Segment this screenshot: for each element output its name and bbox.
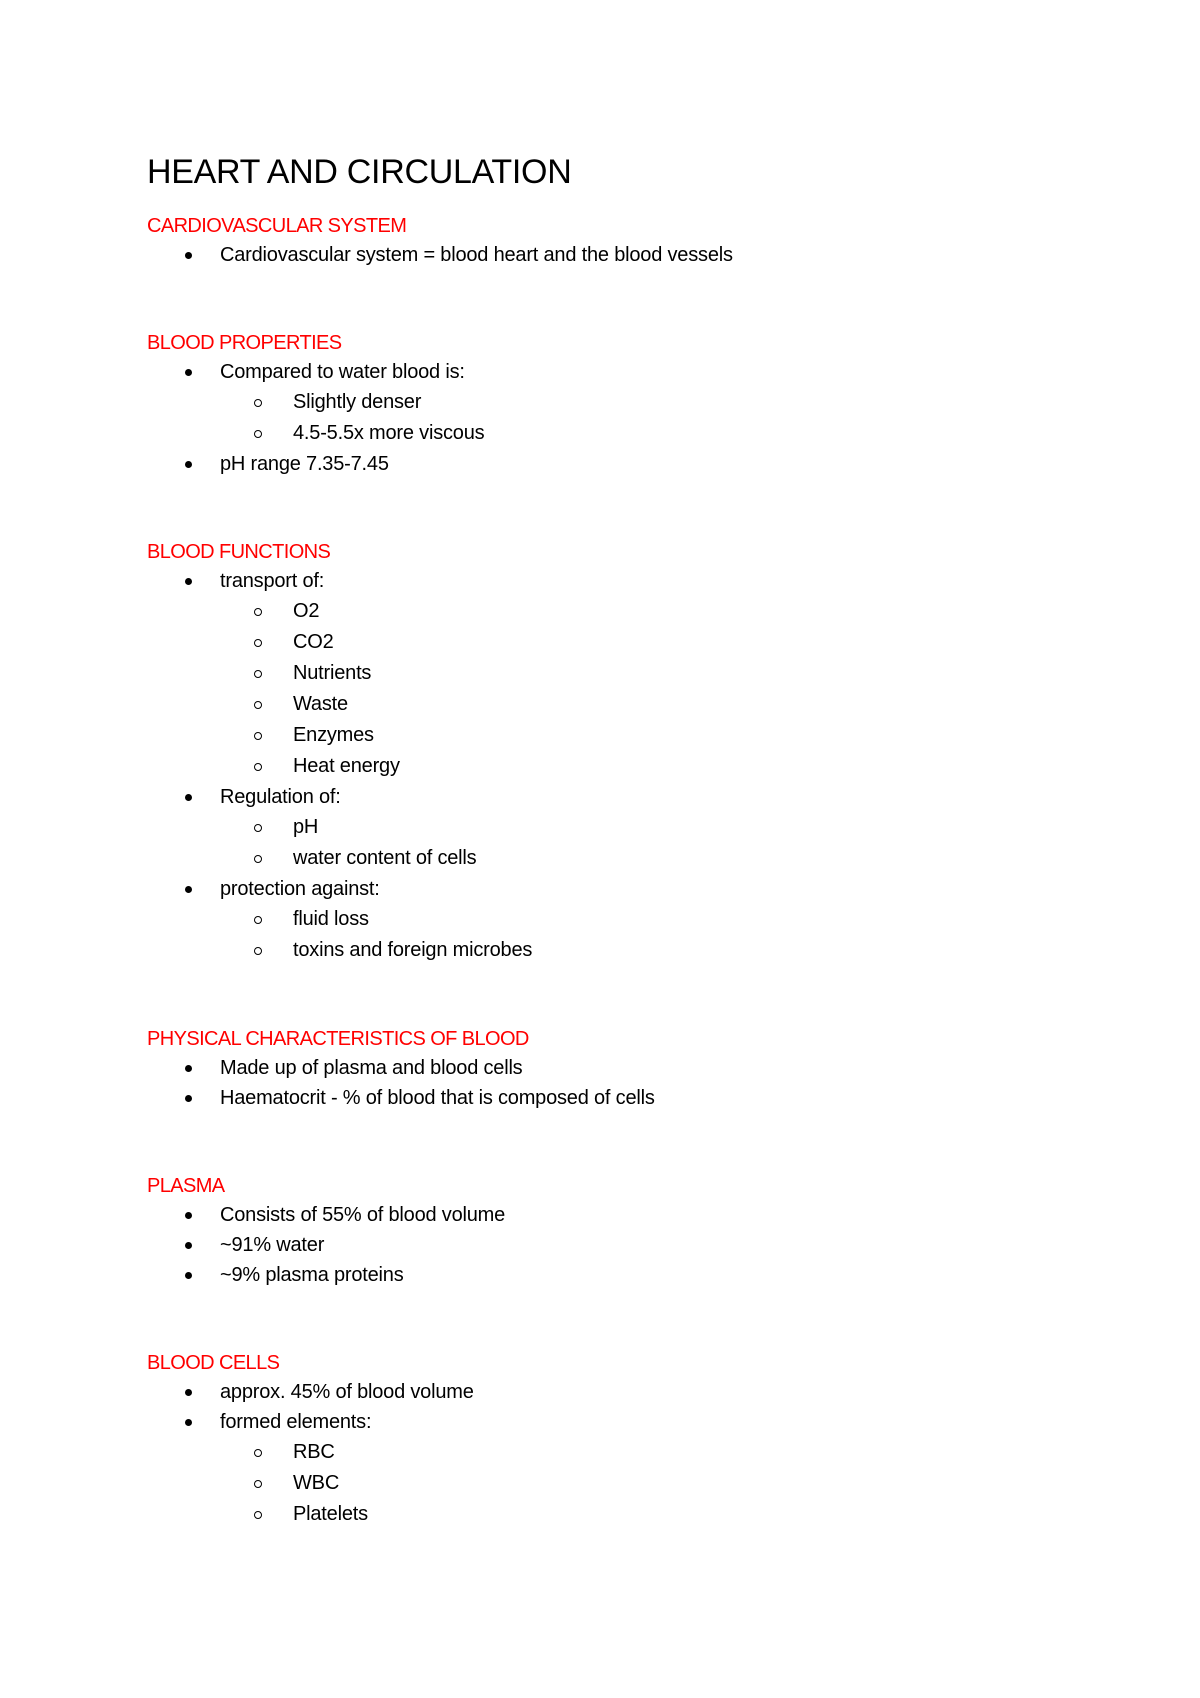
hollow-circle-bullet-icon [254, 947, 262, 955]
section [147, 212, 1107, 270]
sub-list-item [220, 1468, 1107, 1499]
list-item-text: Consists of 55% of blood volume [220, 1204, 506, 1226]
sub-list-item-text: toxins and foreign microbes [293, 939, 533, 961]
document-title: HEART AND CIRCULATION [147, 153, 572, 191]
sub-list [220, 387, 1107, 449]
sub-list-item-text: Platelets [293, 1503, 368, 1525]
sub-list-item [220, 843, 1107, 874]
hollow-circle-bullet-icon [254, 701, 262, 709]
bullet-icon [185, 1242, 192, 1249]
list-item [147, 874, 1107, 966]
list-item [147, 449, 1107, 479]
sub-list-item [220, 904, 1107, 935]
list-item-text: approx. 45% of blood volume [220, 1381, 474, 1403]
bullet-icon [185, 794, 192, 801]
sub-list [220, 1437, 1107, 1530]
bullet-list [147, 566, 1107, 966]
sections-container [147, 212, 1107, 1530]
bullet-icon [185, 886, 192, 893]
list-item [147, 1053, 1107, 1083]
section [147, 1349, 1107, 1530]
sub-list-item [220, 596, 1107, 627]
section-heading: BLOOD PROPERTIES [147, 332, 342, 354]
bullet-icon [185, 1095, 192, 1102]
sub-list-item-text: O2 [293, 600, 320, 622]
bullet-icon [185, 1212, 192, 1219]
sub-list-item [220, 1437, 1107, 1468]
sub-list-item [220, 1499, 1107, 1530]
sub-list-item [220, 689, 1107, 720]
sub-list [220, 904, 1107, 966]
section-heading: CARDIOVASCULAR SYSTEM [147, 215, 407, 237]
hollow-circle-bullet-icon [254, 916, 262, 924]
sub-list-item-text: Heat energy [293, 755, 400, 777]
sub-list-item [220, 720, 1107, 751]
sub-list [220, 596, 1107, 782]
hollow-circle-bullet-icon [254, 855, 262, 863]
list-item [147, 1260, 1107, 1290]
list-item-text: ~91% water [220, 1234, 325, 1256]
bullet-icon [185, 578, 192, 585]
bullet-icon [185, 1272, 192, 1279]
sub-list-item-text: Waste [293, 693, 348, 715]
section-heading: PLASMA [147, 1175, 225, 1197]
bullet-icon [185, 369, 192, 376]
hollow-circle-bullet-icon [254, 1511, 262, 1519]
list-item [147, 1230, 1107, 1260]
hollow-circle-bullet-icon [254, 1480, 262, 1488]
bullet-icon [185, 1419, 192, 1426]
list-item-text: Compared to water blood is: [220, 361, 465, 383]
hollow-circle-bullet-icon [254, 430, 262, 438]
sub-list-item-text: pH [293, 816, 319, 838]
sub-list-item-text: WBC [293, 1472, 340, 1494]
hollow-circle-bullet-icon [254, 824, 262, 832]
bullet-icon [185, 252, 192, 259]
bullet-list [147, 357, 1107, 479]
section [147, 538, 1107, 966]
hollow-circle-bullet-icon [254, 732, 262, 740]
hollow-circle-bullet-icon [254, 763, 262, 771]
hollow-circle-bullet-icon [254, 608, 262, 616]
list-item-text: pH range 7.35-7.45 [220, 453, 389, 475]
list-item [147, 1407, 1107, 1530]
list-item-text: protection against: [220, 878, 380, 900]
list-item-text: Regulation of: [220, 786, 341, 808]
list-item-text: ~9% plasma proteins [220, 1264, 404, 1286]
document-page [147, 152, 1107, 1530]
sub-list-item [220, 658, 1107, 689]
list-item-text: formed elements: [220, 1411, 372, 1433]
list-item [147, 1200, 1107, 1230]
section [147, 1025, 1107, 1113]
sub-list-item [220, 812, 1107, 843]
sub-list-item [220, 418, 1107, 449]
sub-list-item-text: Nutrients [293, 662, 372, 684]
section [147, 1172, 1107, 1290]
bullet-list [147, 240, 1107, 270]
sub-list-item-text: Enzymes [293, 724, 374, 746]
bullet-icon [185, 461, 192, 468]
sub-list-item-text: fluid loss [293, 908, 369, 930]
list-item [147, 240, 1107, 270]
hollow-circle-bullet-icon [254, 1449, 262, 1457]
hollow-circle-bullet-icon [254, 639, 262, 647]
sub-list-item [220, 387, 1107, 418]
bullet-list [147, 1377, 1107, 1530]
list-item-text: Made up of plasma and blood cells [220, 1057, 523, 1079]
list-item [147, 566, 1107, 782]
section [147, 329, 1107, 479]
list-item-text: Haematocrit - % of blood that is composed of cells [220, 1087, 655, 1109]
bullet-icon [185, 1065, 192, 1072]
sub-list-item-text: Slightly denser [293, 391, 422, 413]
sub-list-item-text: RBC [293, 1441, 335, 1463]
list-item-text: Cardiovascular system = blood heart and the blood vessels [220, 244, 733, 266]
bullet-list [147, 1053, 1107, 1113]
list-item [147, 1083, 1107, 1113]
bullet-list [147, 1200, 1107, 1290]
hollow-circle-bullet-icon [254, 670, 262, 678]
sub-list-item [220, 935, 1107, 966]
sub-list-item-text: 4.5-5.5x more viscous [293, 422, 485, 444]
section-heading: PHYSICAL CHARACTERISTICS OF BLOOD [147, 1028, 529, 1050]
list-item [147, 1377, 1107, 1407]
list-item [147, 357, 1107, 449]
section-heading: BLOOD CELLS [147, 1352, 280, 1374]
bullet-icon [185, 1389, 192, 1396]
sub-list-item [220, 751, 1107, 782]
list-item-text: transport of: [220, 570, 325, 592]
sub-list-item-text: CO2 [293, 631, 334, 653]
sub-list [220, 812, 1107, 874]
list-item [147, 782, 1107, 874]
hollow-circle-bullet-icon [254, 399, 262, 407]
sub-list-item-text: water content of cells [293, 847, 477, 869]
section-heading: BLOOD FUNCTIONS [147, 541, 331, 563]
sub-list-item [220, 627, 1107, 658]
